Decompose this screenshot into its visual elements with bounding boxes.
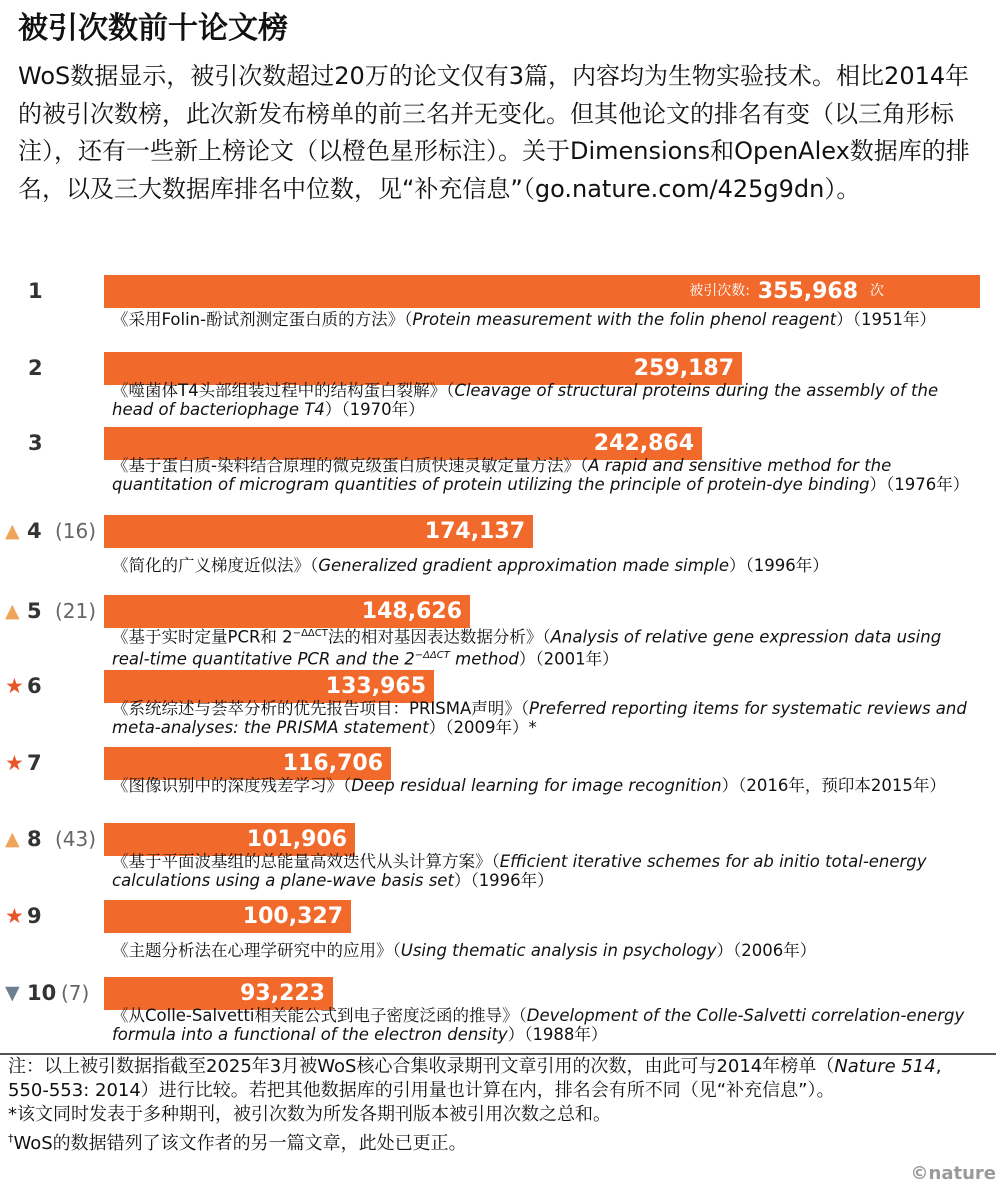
paper-caption xyxy=(112,1007,972,1044)
rank-label: 2 xyxy=(28,356,43,380)
caption-title-en-cont: method xyxy=(449,649,519,669)
paper-caption xyxy=(112,625,972,669)
paper-caption xyxy=(112,777,972,796)
caption-year: ）（2016年，预印本2015年） xyxy=(721,776,946,795)
paper-caption xyxy=(112,382,972,419)
footnotes xyxy=(8,1055,978,1156)
previous-rank: (7) xyxy=(61,981,90,1005)
note-dagger: †WoS的数据错列了该文作者的另一篇文章，此处已更正。 xyxy=(8,1132,467,1154)
rank-label: 5 xyxy=(27,599,42,623)
caption-title-en: Generalized gradient approximation made simple xyxy=(318,556,729,575)
caption-title-en: Analysis of relative gene expression data using real-time quantitative PCR and the 2 xyxy=(112,627,942,669)
caption-year: ）（1996年） xyxy=(453,870,554,890)
citation-bar xyxy=(104,900,351,933)
caption-title-en: Preferred reporting items for systematic reviews and meta-analyses: the PRISMA statement xyxy=(112,699,967,737)
intro-paragraph: WoS数据显示，被引次数超过20万的论文仅有3篇，内容均为生物实验技术。相比2014年的被引次数榜，此次新发布榜单的前三名并无变化。但其他论文的排名有变（以三角形标注），还有一些新上榜论文（以橙色星形标注）。关于Dimensions和OpenAlex数据库的排名，以及三大数据库排名中位数，见“补充信息”（go.nature.com/425g9dn）。 xyxy=(18,62,970,203)
caption-title-en: Efficient iterative schemes for ab initio total-energy calculations using a plane-wave basis set xyxy=(112,852,927,890)
paper-caption xyxy=(112,700,972,737)
citation-count-label: 355,968 xyxy=(757,279,858,304)
caption-year: ）（1951年） xyxy=(836,310,936,329)
caption-title-zh: 《主题分析法在心理学研究中的应用》（ xyxy=(112,941,401,960)
caption-superscript-en: −ΔΔCT xyxy=(414,650,450,661)
caption-title-en: Cleavage of structural proteins during the assembly of the head of bacteriophage T4 xyxy=(112,381,939,419)
citation-count-label: 148,626 xyxy=(361,599,462,624)
citation-count-label: 116,706 xyxy=(282,751,383,776)
citation-bar-chart xyxy=(0,270,1000,1050)
note-star: *该文同时发表于多种期刊，被引次数为所发各期刊版本被引用次数之总和。 xyxy=(8,1104,611,1125)
rank-marker-up-icon: ▲ xyxy=(5,828,20,850)
rank-marker-up-icon: ▲ xyxy=(5,520,20,542)
caption-title-en: Using thematic analysis in psychology xyxy=(400,941,717,960)
caption-title-zh: 《从Colle-Salvetti相关能公式到电子密度泛函的推导》（ xyxy=(112,1006,527,1025)
note-main: 注：以上被引数据指截至2025年3月被WoS核心合集收录期刊文章引用的次数，由此可与2014年榜单（Nature 514, 550-553: 2014）进行比较。若把其他数据库的引用量也计算在内，排名会有所不同（见“补充信息”）。 xyxy=(8,1056,942,1101)
citation-bar xyxy=(104,515,533,548)
caption-title-en: Protein measurement with the folin phenol reagent xyxy=(412,310,837,329)
citation-count-label: 242,864 xyxy=(593,431,694,456)
caption-superscript: −ΔΔCT xyxy=(292,628,328,639)
caption-year: ）（1996年） xyxy=(728,556,829,575)
caption-year: ）（2006年） xyxy=(716,941,817,960)
citation-prefix-label: 被引次数: xyxy=(689,283,750,299)
rank-marker-star-icon: ★ xyxy=(5,674,24,698)
rank-label: 3 xyxy=(28,431,43,455)
citation-count-label: 101,906 xyxy=(246,827,347,852)
nature-credit: ©nature xyxy=(910,1163,996,1184)
paper-caption xyxy=(112,942,972,961)
caption-title-zh: 《噬菌体T4头部组装过程中的结构蛋白裂解》（ xyxy=(112,381,455,400)
citation-count-label: 133,965 xyxy=(325,674,426,699)
caption-title-en: Deep residual learning for image recognition xyxy=(351,776,722,795)
rank-marker-down-icon: ▼ xyxy=(5,982,20,1004)
caption-title-zh: 《基于平面波基组的总能量高效迭代从头计算方案》（ xyxy=(112,852,500,871)
caption-title-zh-cont: 法的相对基因表达数据分析》（ xyxy=(327,627,551,647)
caption-title-zh: 《系统综述与荟萃分析的优先报告项目：PRISMA声明》（ xyxy=(112,699,530,718)
citation-bar xyxy=(104,275,980,308)
rank-marker-up-icon: ▲ xyxy=(5,600,20,622)
rank-label: 10 xyxy=(27,981,57,1005)
previous-rank: (43) xyxy=(55,827,97,851)
citation-count-label: 100,327 xyxy=(242,904,343,929)
caption-title-zh: 《基于蛋白质-染料结合原理的微克级蛋白质快速灵敏定量方法》（ xyxy=(112,456,589,475)
previous-rank: (16) xyxy=(55,519,97,543)
page-title: 被引次数前十论文榜 xyxy=(18,11,288,46)
caption-year: ）（1988年） xyxy=(507,1024,608,1044)
caption-title-en: Development of the Colle-Salvetti correlation-energy formula into a functional of the electron density xyxy=(112,1006,965,1044)
caption-title-zh: 《基于实时定量PCR和 2 xyxy=(112,627,293,647)
citation-count-label: 174,137 xyxy=(424,519,525,544)
citation-count-label: 93,223 xyxy=(240,981,325,1006)
paper-caption xyxy=(112,457,972,494)
rank-marker-star-icon: ★ xyxy=(5,751,24,775)
caption-year: ）（1970年） xyxy=(324,399,425,419)
citation-bar xyxy=(104,595,470,628)
rank-label: 9 xyxy=(27,904,42,928)
rank-marker-star-icon: ★ xyxy=(5,904,24,928)
paper-caption xyxy=(112,853,972,890)
rank-label: 6 xyxy=(27,674,42,698)
caption-title-zh: 《图像识别中的深度残差学习》（ xyxy=(112,776,352,795)
previous-rank: (21) xyxy=(55,599,97,623)
rank-label: 7 xyxy=(27,751,42,775)
rank-label: 8 xyxy=(27,827,42,851)
caption-year: ）（1976年） xyxy=(869,474,970,494)
caption-title-en: A rapid and sensitive method for the quantitation of microgram quantities of protein utilizing the principle of protein-dye binding xyxy=(112,456,892,494)
paper-caption xyxy=(112,311,972,330)
rank-label: 4 xyxy=(27,519,42,543)
caption-year: ）（2001年） xyxy=(518,649,619,669)
rank-label: 1 xyxy=(28,279,43,303)
caption-year: ）（2009年）* xyxy=(428,717,537,737)
citation-count-label: 259,187 xyxy=(633,356,734,381)
caption-title-zh: 《采用Folin-酚试剂测定蛋白质的方法》（ xyxy=(112,310,413,329)
paper-caption xyxy=(112,557,972,576)
caption-title-zh: 《简化的广义梯度近似法》（ xyxy=(112,556,319,575)
citation-unit-label: 次 xyxy=(870,283,884,299)
